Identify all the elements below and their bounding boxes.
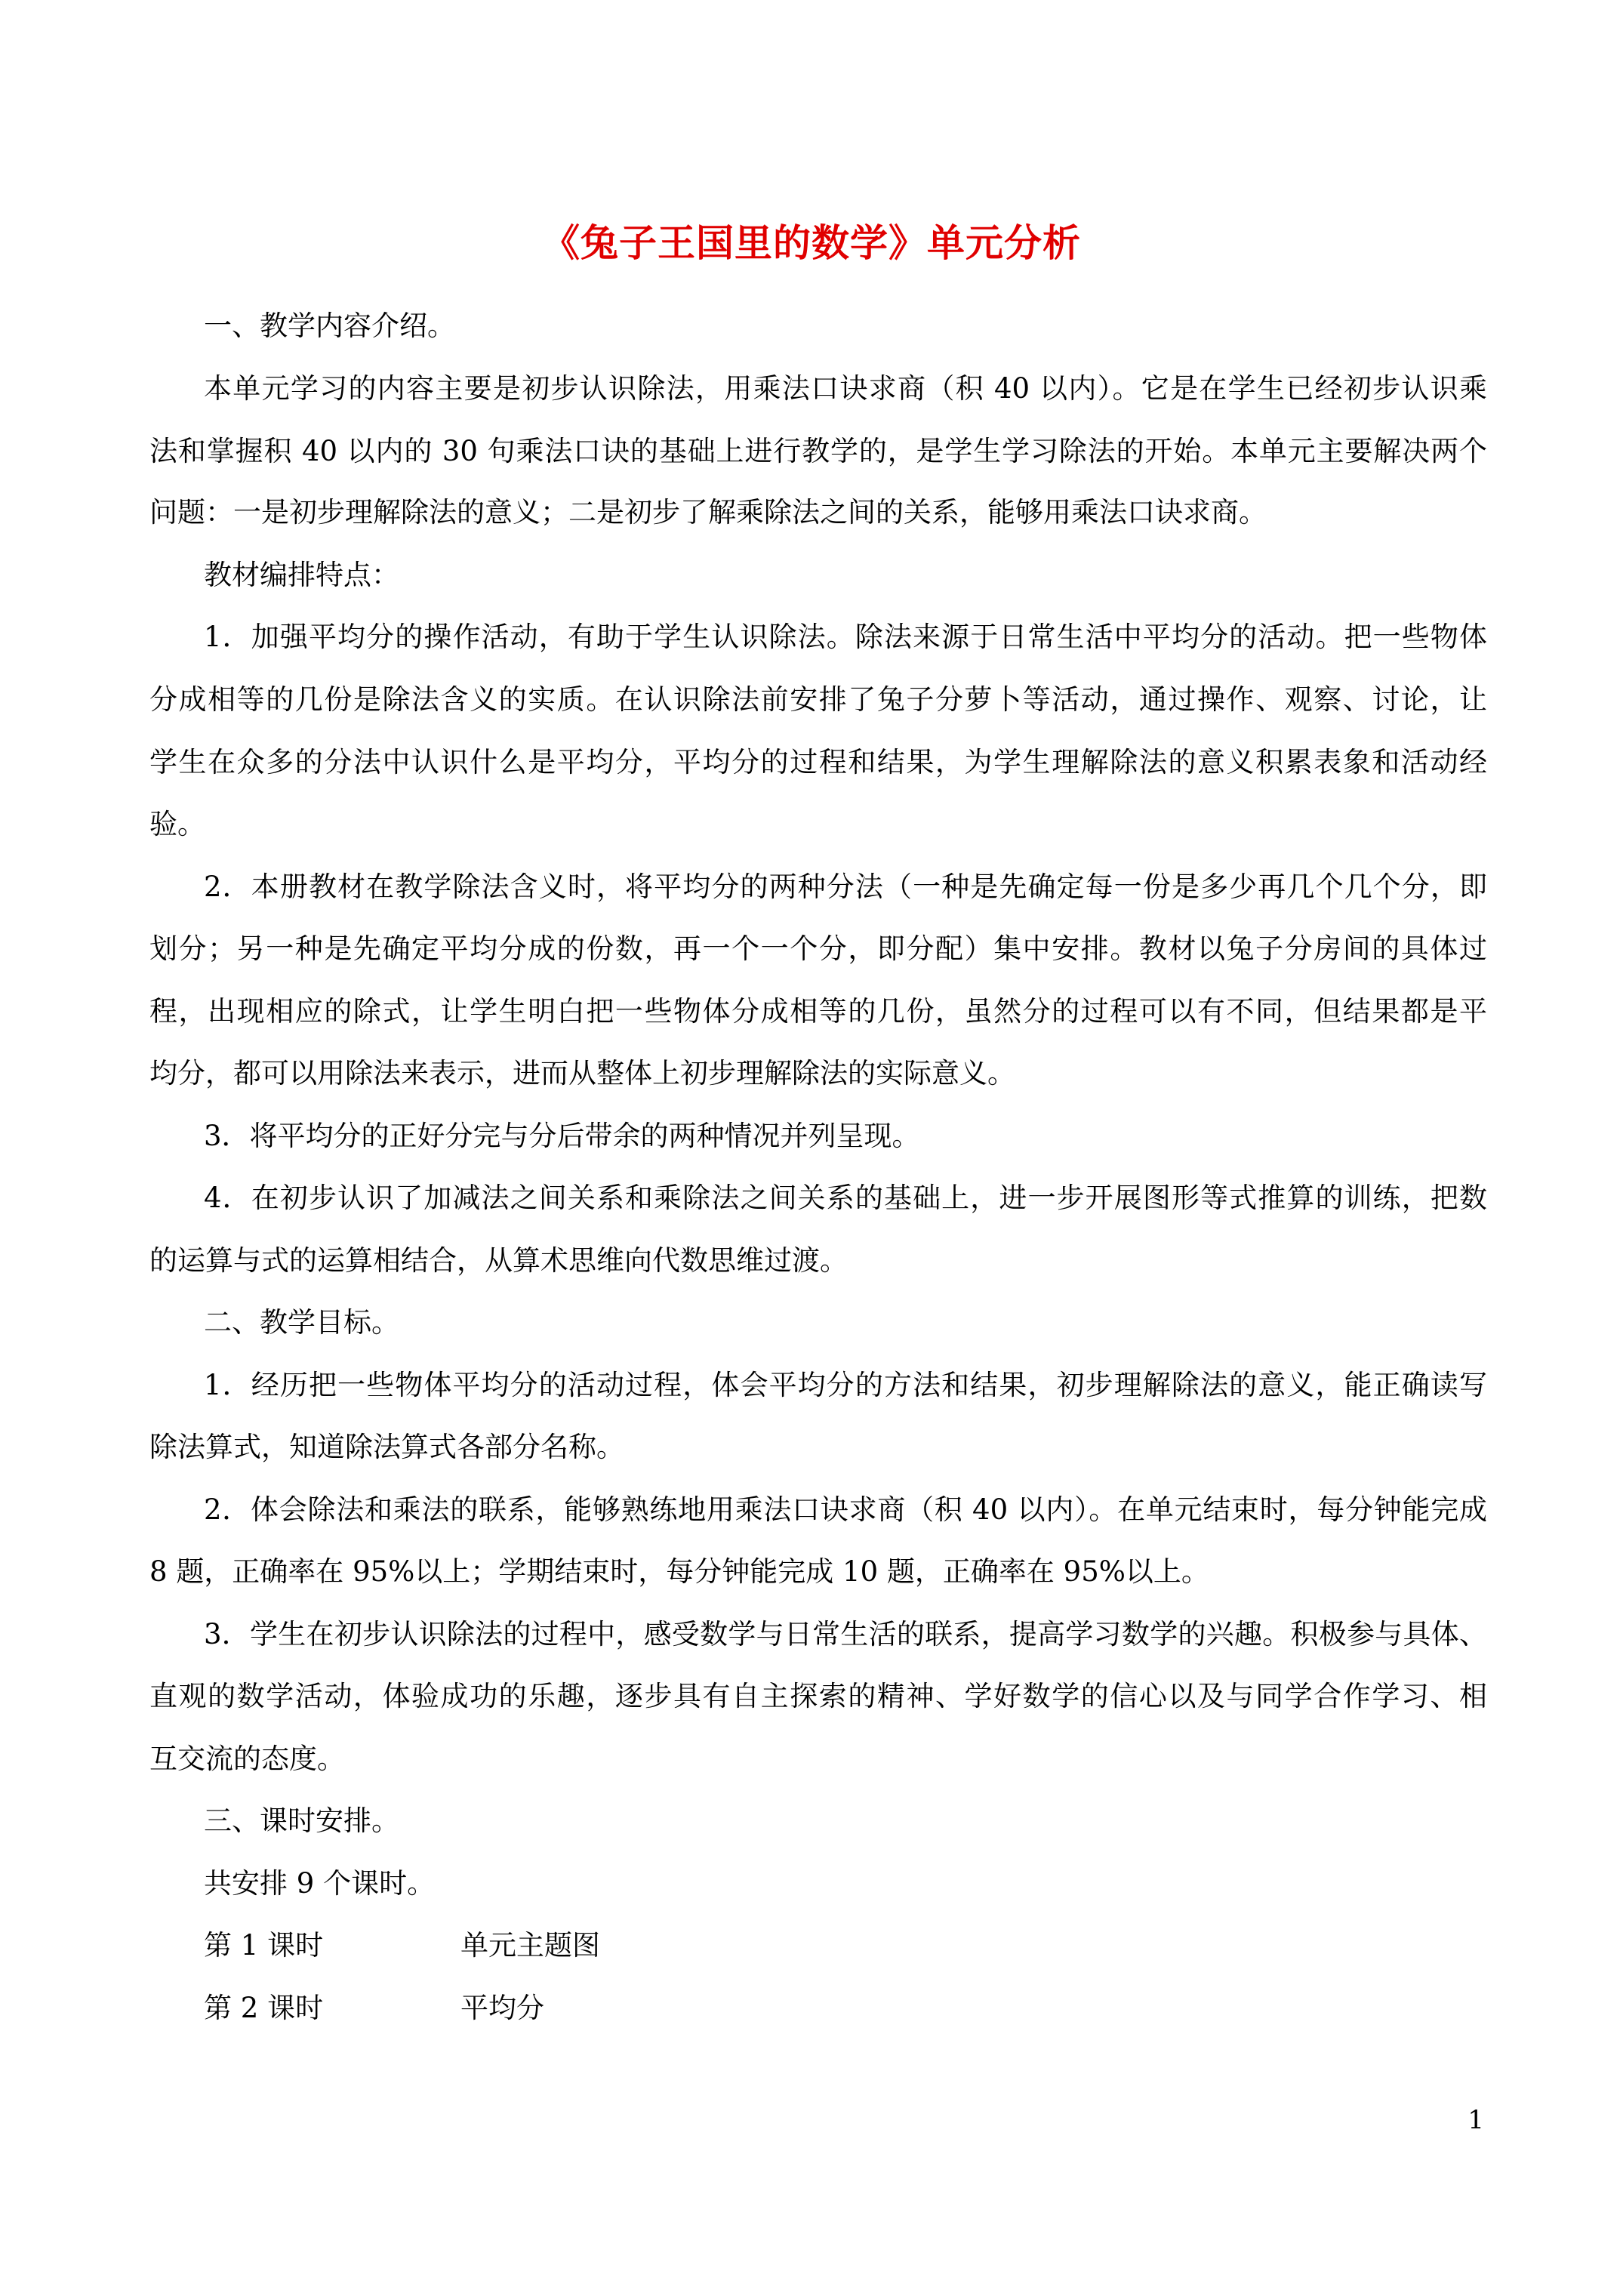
paragraph-line: 4．在初步认识了加减法之间关系和乘除法之间关系的基础上，进一步开展图形等式推算的训练，把数 [204,1182,1487,1214]
section-heading-goals: 二、教学目标。 [204,1306,399,1339]
paragraph-line: 学生在众多的分法中认识什么是平均分，平均分的过程和结果，为学生理解除法的意义积累表象和活动经 [149,746,1487,778]
paragraph-line: 1．经历把一些物体平均分的活动过程，体会平均分的方法和结果，初步理解除法的意义，能正确读写 [204,1369,1487,1401]
paragraph-line: 共安排 9 个课时。 [204,1867,436,1900]
paragraph-line: 本单元学习的内容主要是初步认识除法，用乘法口诀求商（积 40 以内）。它是在学生已经初步认识乘 [204,372,1487,405]
document-title: 《兔子王国里的数学》单元分析 [542,220,1081,265]
subheading-features: 教材编排特点： [204,559,399,591]
paragraph-line: 的运算与式的运算相结合，从算术思维向代数思维过渡。 [149,1244,848,1277]
paragraph-line: 问题：一是初步理解除法的意义；二是初步了解乘除法之间的关系，能够用乘法口诀求商。 [149,496,1267,529]
paragraph-line: 1．加强平均分的操作活动，有助于学生认识除法。除法来源于日常生活中平均分的活动。把一些物体 [204,621,1487,653]
paragraph-line: 8 题，正确率在 95%以上；学期结束时，每分钟能完成 10 题，正确率在 95%以上。 [149,1555,1209,1588]
paragraph-line: 验。 [149,808,205,840]
paragraph-line: 分成相等的几份是除法含义的实质。在认识除法前安排了兔子分萝卜等活动，通过操作、观察、讨论，让 [149,683,1487,716]
paragraph-line: 程，出现相应的除式，让学生明白把一些物体分成相等的几份，虽然分的过程可以有不同，但结果都是平 [149,995,1487,1028]
paragraph-line: 法和掌握积 40 以内的 30 句乘法口诀的基础上进行教学的，是学生学习除法的开始。本单元主要解决两个 [149,435,1487,467]
lesson-label: 第 2 课时 [204,1992,324,2024]
page-number: 1 [1467,2105,1484,2135]
lesson-topic: 单元主题图 [460,1929,600,1962]
paragraph-line: 直观的数学活动，体验成功的乐趣，逐步具有自主探索的精神、学好数学的信心以及与同学合作学习、相 [149,1680,1487,1712]
paragraph-line: 互交流的态度。 [149,1743,345,1775]
section-heading-schedule: 三、课时安排。 [204,1804,399,1837]
paragraph-line: 3．将平均分的正好分完与分后带余的两种情况并列呈现。 [204,1120,920,1152]
paragraph-line: 均分，都可以用除法来表示，进而从整体上初步理解除法的实际意义。 [149,1057,1015,1089]
paragraph-line: 除法算式，知道除法算式各部分名称。 [149,1431,624,1463]
section-heading-content: 一、教学内容介绍。 [204,310,455,342]
lesson-topic: 平均分 [460,1992,544,2024]
paragraph-line: 划分；另一种是先确定平均分成的份数，再一个一个分，即分配）集中安排。教材以兔子分房间的具体过 [149,932,1487,965]
paragraph-line: 2．本册教材在教学除法含义时，将平均分的两种分法（一种是先确定每一份是多少再几个几个分，即 [204,871,1487,903]
lesson-label: 第 1 课时 [204,1929,324,1962]
paragraph-line: 3．学生在初步认识除法的过程中，感受数学与日常生活的联系，提高学习数学的兴趣。积极参与具体、 [204,1618,1487,1650]
paragraph-line: 2．体会除法和乘法的联系，能够熟练地用乘法口诀求商（积 40 以内）。在单元结束时，每分钟能完成 [204,1493,1487,1526]
